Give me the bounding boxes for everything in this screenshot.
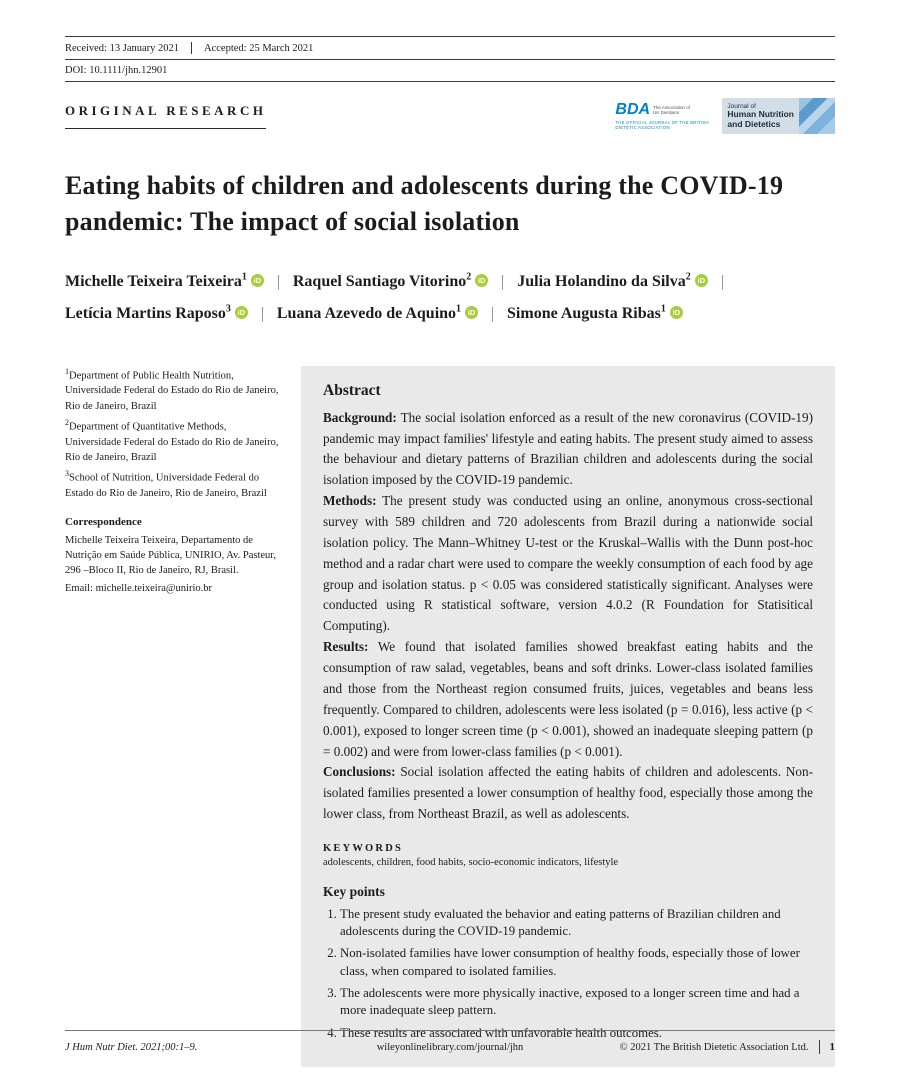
abstract-box [301, 366, 835, 1067]
author: Luana Azevedo de Aquino$^1$ iD [277, 305, 478, 322]
author: Simone Augusta Ribas$^1$ iD [507, 305, 683, 322]
key-point: 4. These results are associated with unfavorable health outcomes. [340, 1025, 813, 1042]
page-footer [65, 1030, 835, 1054]
copyright-block [578, 1040, 835, 1054]
key-point: 1. The present study evaluated the behavior and eating patterns of Brazilian children and adolescents during the COVID-19 pandemic. [340, 906, 813, 941]
author-separator [722, 275, 723, 290]
abstract-conclusions: Conclusions: Social isolation affected the eating habits of children and adolescents. Non-isolated families presented a lower consumption of healthy food, especially those among the lower class, from Northeast Brazil, as well as adolescents. [323, 764, 813, 822]
orcid-icon[interactable]: iD [251, 274, 264, 287]
author: Raquel Santiago Vitorino$^2$ iD [293, 273, 488, 290]
header-row [65, 98, 835, 134]
received-date: Received: 13 January 2021 [65, 42, 180, 54]
author-separator [492, 307, 493, 322]
journal-logos [611, 98, 835, 134]
author-list [65, 266, 835, 330]
author-separator [502, 275, 503, 290]
author: Julia Holandino da Silva$^2$ iD [517, 273, 708, 290]
author: Letícia Martins Raposo$^3$ iD [65, 305, 248, 322]
correspondence-heading: Correspondence [65, 516, 142, 528]
abstract-heading: Abstract [323, 381, 381, 399]
bda-official-line: THE OFFICIAL JOURNAL OF THE BRITISH DIETETIC ASSOCIATION [615, 119, 709, 130]
author-separator [262, 307, 263, 322]
affiliation: $^3$School of Nutrition, Universidade Federal do Estado do Rio de Janeiro, Rio de Janeiro, Brazil [65, 469, 267, 499]
key-point: 3. The adolescents were more physically inactive, exposed to a longer screen time and had a more inadequate sleep pattern. [340, 985, 813, 1020]
key-points-heading: Key points [323, 883, 385, 899]
footer-divider [819, 1040, 820, 1054]
article-type-label: ORIGINAL RESEARCH [65, 103, 266, 129]
author-separator [278, 275, 279, 290]
orcid-icon[interactable]: iD [670, 306, 683, 319]
orcid-icon[interactable]: iD [465, 306, 478, 319]
key-points-list [323, 906, 813, 1042]
bda-logo-text: BDA [615, 100, 651, 118]
journal-url[interactable]: wileyonlinelibrary.com/journal/jhn [376, 1041, 524, 1053]
received-accepted-row [65, 36, 835, 60]
affiliations-column [65, 366, 283, 596]
doi: DOI: 10.1111/jhn.12901 [65, 65, 168, 76]
abstract-results: Results: We found that isolated families showed breakfast eating habits and the consumption of raw salad, vegetables, beans and soft drinks. Lower-class isolated families and those from the Northeast region consumed fruits, juices, vegetables and beans less frequently. Compared to children, adolescents were less isolated (p = 0.016), less active (p < 0.001), exposed to longer screen time (p < 0.001), showed an inadequate sleeping pattern (p = 0.002) and were from lower-class families (p < 0.001). [323, 639, 813, 759]
affiliation: $^2$Department of Quantitative Methods, Universidade Federal do Estado do Rio de Janeiro, Rio de Janeiro, Brazil [65, 417, 279, 463]
abstract-methods: Methods: The present study was conducted using an online, anonymous cross-sectional survey with 589 children and 720 adolescents from Brazil during a nationwide social isolation policy. The Mann–Whitney U-test or the Kruskal–Wallis with the Dunn post-hoc method and a radar chart were used to compare the weekly consumption of each food by age group and isolation status. p < 0.05 was considered statistically significant. Analyses were conducted using R statistical software, version 4.0.2 (R Foundation for Statisitical Computing). [323, 493, 813, 634]
bda-tagline: The Association of UK Dietitians [653, 104, 690, 115]
orcid-icon[interactable]: iD [235, 306, 248, 319]
key-point: 2. Non-isolated families have lower consumption of healthy foods, especially those of lower class, when compared to isolated families. [340, 945, 813, 980]
correspondence-email[interactable]: Email: michelle.teixeira@unirio.br [65, 582, 212, 594]
keywords-list: adolescents, children, food habits, socio-economic indicators, lifestyle [323, 856, 619, 868]
journal-logo-text: Journal of Human Nutrition and Dietetics [727, 102, 794, 129]
author-row-1 [65, 266, 835, 298]
journal-citation: J Hum Nutr Diet. 2021;00:1–9. [65, 1041, 198, 1053]
correspondence-address: Michelle Teixeira Teixeira, Departamento de Nutrição em Saúde Pública, UNIRIO, Av. Pasteur, 296 –Bloco II, Rio de Janeiro, RJ, Brasil. [65, 534, 276, 577]
meta-divider [191, 42, 192, 54]
doi-row [65, 60, 835, 82]
journal-cover-image [799, 98, 835, 134]
accepted-date: Accepted: 25 March 2021 [204, 42, 314, 54]
orcid-icon[interactable]: iD [695, 274, 708, 287]
paper-title: Eating habits of children and adolescents during the COVID-19 pandemic: The impact of social isolation [65, 171, 784, 236]
bda-logo [611, 98, 714, 134]
author-row-2 [65, 298, 835, 330]
orcid-icon[interactable]: iD [475, 274, 488, 287]
keywords-heading: KEYWORDS [323, 842, 404, 854]
affiliation: $^1$Department of Public Health Nutrition, Universidade Federal do Estado do Rio de Janeiro, Rio de Janeiro, Brazil [65, 366, 279, 412]
body-columns [65, 366, 835, 1067]
copyright-text: © 2021 The British Dietetic Association Ltd. [619, 1041, 809, 1053]
page-number: 1 [829, 1041, 836, 1053]
journal-logo [722, 98, 835, 134]
abstract-background: Background: The social isolation enforced as a result of the new coronavirus (COVID-19) pandemic may impact families' lifestyle and eating habits. The present study aimed to assess the behaviour and dietary patterns of Brazilian children and adolescents during the social isolation imposed by the COVID-19 pandemic. [323, 409, 814, 488]
author: Michelle Teixeira Teixeira$^1$ iD [65, 273, 264, 290]
